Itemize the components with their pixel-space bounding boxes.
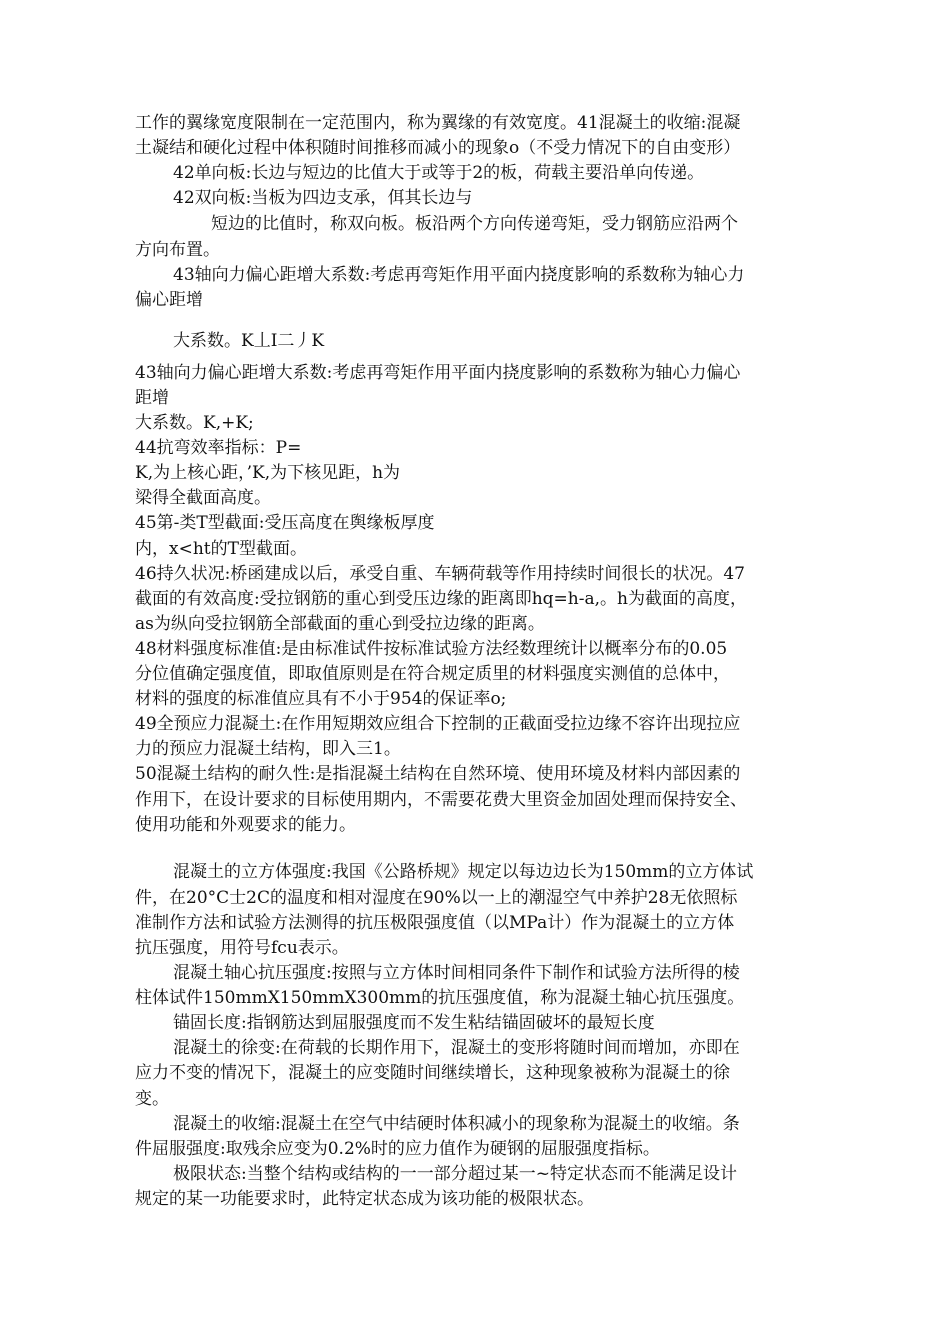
text-line: 距增 (135, 388, 169, 408)
text-line: 方向布置。 (135, 240, 220, 260)
text-line: 43轴向力偏心距增大系数:考虑再弯矩作用平面内挠度影响的系数称为轴心力 (173, 265, 745, 285)
text-line: 混凝土的收缩:混凝土在空气中结硬时体积减小的现象称为混凝土的收缩。条 (173, 1114, 740, 1134)
text-line: 大系数。K丄I二丿K (173, 331, 325, 351)
text-line: 48材料强度标准值:是由标准试件按标准试验方法经数理统计以概率分布的0.05 (135, 639, 728, 659)
text-line: 材料的强度的标准值应具有不小于954的保证率o; (135, 689, 507, 709)
text-line: 应力不变的情况下，混凝土的应变随时间继续增长，这种现象被称为混凝土的徐 (135, 1063, 730, 1083)
text-line: 土凝结和硬化过程中体积随时间推移而减小的现象o（不受力情况下的自由变形） (135, 138, 741, 158)
text-line: 分位值确定强度值，即取值原则是在符合规定质里的材料强度实测值的总体中， (135, 664, 730, 684)
text-line: 作用下，在设计要求的目标使用期内，不需要花费大里资金加固处理而保持安全、 (135, 790, 747, 810)
text-line: 件屈服强度:取残余应变为0.2%时的应力值作为硬钢的屈服强度指标。 (135, 1139, 660, 1159)
text-line: 抗压强度，用符号fcu表示。 (135, 938, 349, 958)
text-line: 内，x<ht的T型截面。 (135, 539, 307, 559)
text-line: 43轴向力偏心距增大系数:考虑再弯矩作用平面内挠度影响的系数称为轴心力偏心 (135, 363, 741, 383)
text-line: 力的预应力混凝土结构，即入三1。 (135, 739, 401, 759)
text-line: 44抗弯效率指标：P= (135, 438, 302, 458)
text-line: 变。 (135, 1089, 169, 1109)
text-line: 件，在20°C士2C的温度和相对湿度在90%以一上的潮湿空气中养护28无依照标 (135, 888, 738, 908)
text-line: 49全预应力混凝土:在作用短期效应组合下控制的正截面受拉边缘不容许出现拉应 (135, 714, 741, 734)
text-line: 使用功能和外观要求的能力。 (135, 815, 356, 835)
text-line: 42单向板:长边与短边的比值大于或等于2的板，荷载主要沿单向传递。 (173, 163, 705, 183)
text-line: as为纵向受拉钢筋全部截面的重心到受拉边缘的距离。 (135, 614, 545, 634)
text-line: 50混凝土结构的耐久性:是指混凝土结构在自然环境、使用环境及材料内部因素的 (135, 764, 741, 784)
text-line: 柱体试件150mmX150mmX300mm的抗压强度值，称为混凝土轴心抗压强度。 (135, 988, 745, 1008)
text-line: 截面的有效高度:受拉钢筋的重心到受压边缘的距离即hq=h-a,。h为截面的高度， (135, 589, 747, 609)
text-line: 锚固长度:指钢筋达到屈服强度而不发生粘结锚固破坏的最短长度 (173, 1013, 655, 1033)
text-line: 极限状态:当整个结构或结构的一一部分超过某一~特定状态而不能满足设计 (173, 1164, 737, 1184)
text-line: 偏心距增 (135, 290, 203, 310)
text-line: 梁得全截面高度。 (135, 488, 271, 508)
text-line: 规定的某一功能要求时，此特定状态成为该功能的极限状态。 (135, 1189, 594, 1209)
text-line: 混凝土轴心抗压强度:按照与立方体时间相同条件下制作和试验方法所得的棱 (173, 963, 740, 983)
text-line: 42双向板:当板为四边支承，佴其长边与 (173, 188, 473, 208)
text-line: 准制作方法和试验方法测得的抗压极限强度值（以MPa计）作为混凝土的立方体 (135, 913, 735, 933)
text-line: 混凝土的徐变:在荷载的长期作用下，混凝土的变形将随时间而增加，亦即在 (173, 1038, 740, 1058)
text-line: 工作的翼缘宽度限制在一定范围内，称为翼缘的有效宽度。41混凝土的收缩:混凝 (135, 113, 741, 133)
text-line: 45第-类T型截面:受压高度在舆缘板厚度 (135, 513, 435, 533)
text-line: 混凝土的立方体强度:我国《公路桥规》规定以每边边长为150mm的立方体试 (173, 862, 754, 882)
text-line: 大系数。K,+K; (135, 413, 254, 433)
text-line: 46持久状况:桥函建成以后，承受自重、车辆荷载等作用持续时间很长的状况。47 (135, 564, 745, 584)
text-line: K,为上核心距，’K,为下核见距，h为 (135, 463, 401, 483)
text-line: 短边的比值时，称双向板。板沿两个方向传递弯矩，受力钢筋应沿两个 (211, 214, 738, 234)
